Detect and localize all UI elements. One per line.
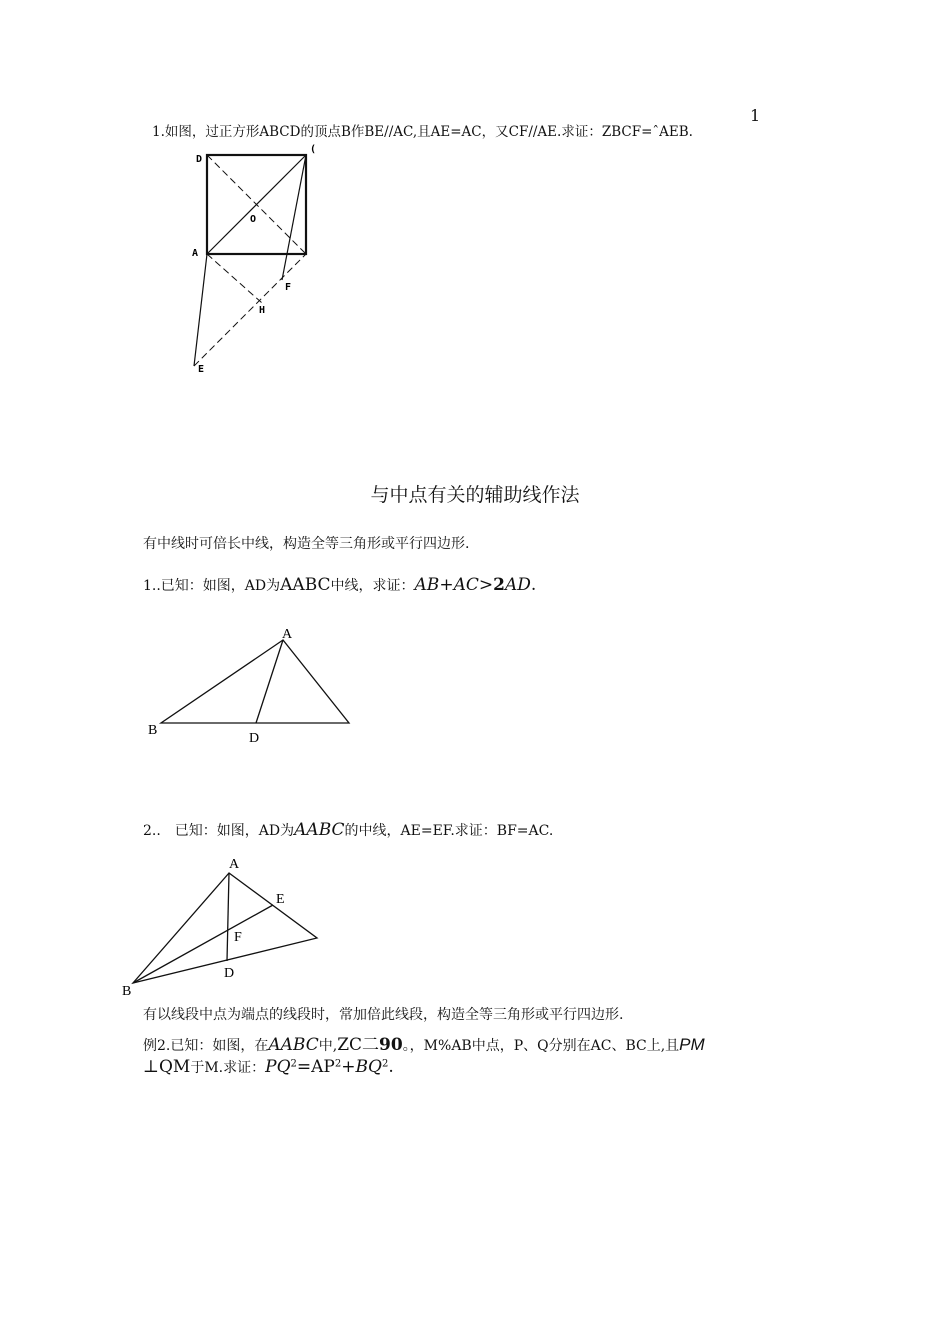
ex1-end: . (530, 575, 537, 595)
line-ae (194, 254, 207, 366)
fig3-label-d: D (224, 966, 235, 981)
ex1-two: 2 (493, 575, 505, 595)
ex2-triangle: AABC (294, 820, 345, 840)
example-2-line-2 (143, 1057, 394, 1077)
eg2-bq: BQ (355, 1057, 382, 1077)
fig2-label-d: D (249, 731, 260, 746)
eg2-triangle: AABC (268, 1035, 319, 1055)
eg2-text-a: 例2.已知：如图，在 (143, 1038, 269, 1054)
ex1-ab: AB (414, 575, 440, 595)
eg2-pq: PQ (265, 1057, 291, 1077)
ex1-triangle: AABC (280, 575, 331, 595)
fig3-label-f: F (234, 930, 242, 945)
ex1-mid: 中线，求证： (330, 578, 415, 594)
section-title: 与中点有关的辅助线作法 (370, 484, 580, 506)
fig3-label-b: B (122, 984, 132, 999)
ex1-gt: > (478, 575, 494, 595)
ex2-prefix: 2.. 已知：如图，AD为 (143, 823, 295, 839)
ex1-ac: AC (453, 575, 479, 595)
fig2-label-b: B (148, 723, 158, 738)
line-cf (282, 155, 306, 280)
fig2-label-a: A (282, 627, 293, 642)
example-2-line-1 (143, 1030, 705, 1055)
fig3-label-a: A (229, 857, 240, 872)
intro-text-2: 有以线段中点为端点的线段时，常加倍此线段，构造全等三角形或平行四边形. (143, 1007, 624, 1023)
label-f: F (285, 282, 292, 293)
eg2-text-d: 于M.求证： (190, 1060, 266, 1076)
eg2-sup-1: 2 (290, 1058, 297, 1070)
problem-1-text: 1.如图，过正方形ABCD的顶点B作BE//AC,且AE=AC，又CF//AE.求证：ZBCF=ˆAEB. (152, 124, 693, 140)
eg2-qm: QM (159, 1057, 191, 1077)
eg2-text-c: 。，M%AB中点，P、Q分别在AC、BC上,且 (402, 1038, 680, 1054)
line-ah (207, 254, 262, 303)
eg2-plus: + (341, 1057, 356, 1077)
label-e: E (198, 364, 205, 375)
eg2-end: . (388, 1057, 394, 1077)
label-a: A (192, 248, 199, 259)
eg2-angle: ZC二 (337, 1035, 380, 1055)
eg2-pm: PM (679, 1035, 705, 1054)
figure-2-triangle (161, 640, 349, 723)
label-o: O (250, 214, 257, 225)
eg2-sup-3: 2 (381, 1058, 389, 1070)
label-d: D (196, 154, 203, 165)
fig3-label-e: E (276, 892, 285, 907)
label-c: ( (310, 144, 317, 155)
example-2-text (143, 820, 553, 840)
line-eb (194, 254, 306, 366)
eg2-ninety: 90 (379, 1035, 403, 1055)
eg2-eq-ap: =AP (296, 1057, 335, 1077)
eg2-text-b: 中, (318, 1038, 338, 1054)
ex2-rest: 的中线，AE=EF.求证：BF=AC. (344, 823, 554, 839)
ex1-ad: AD (504, 575, 531, 595)
intro-text-1: 有中线时可倍长中线，构造全等三角形或平行四边形. (143, 536, 470, 552)
page-number: 1 (750, 106, 761, 125)
eg2-sup-2: 2 (334, 1058, 342, 1070)
example-1-text (143, 575, 536, 595)
ex1-plus: + (439, 575, 454, 595)
eg2-perp: ⊥ (143, 1057, 159, 1077)
label-h: H (259, 305, 266, 316)
ex1-prefix: 1..已知：如图，AD为 (143, 578, 281, 594)
